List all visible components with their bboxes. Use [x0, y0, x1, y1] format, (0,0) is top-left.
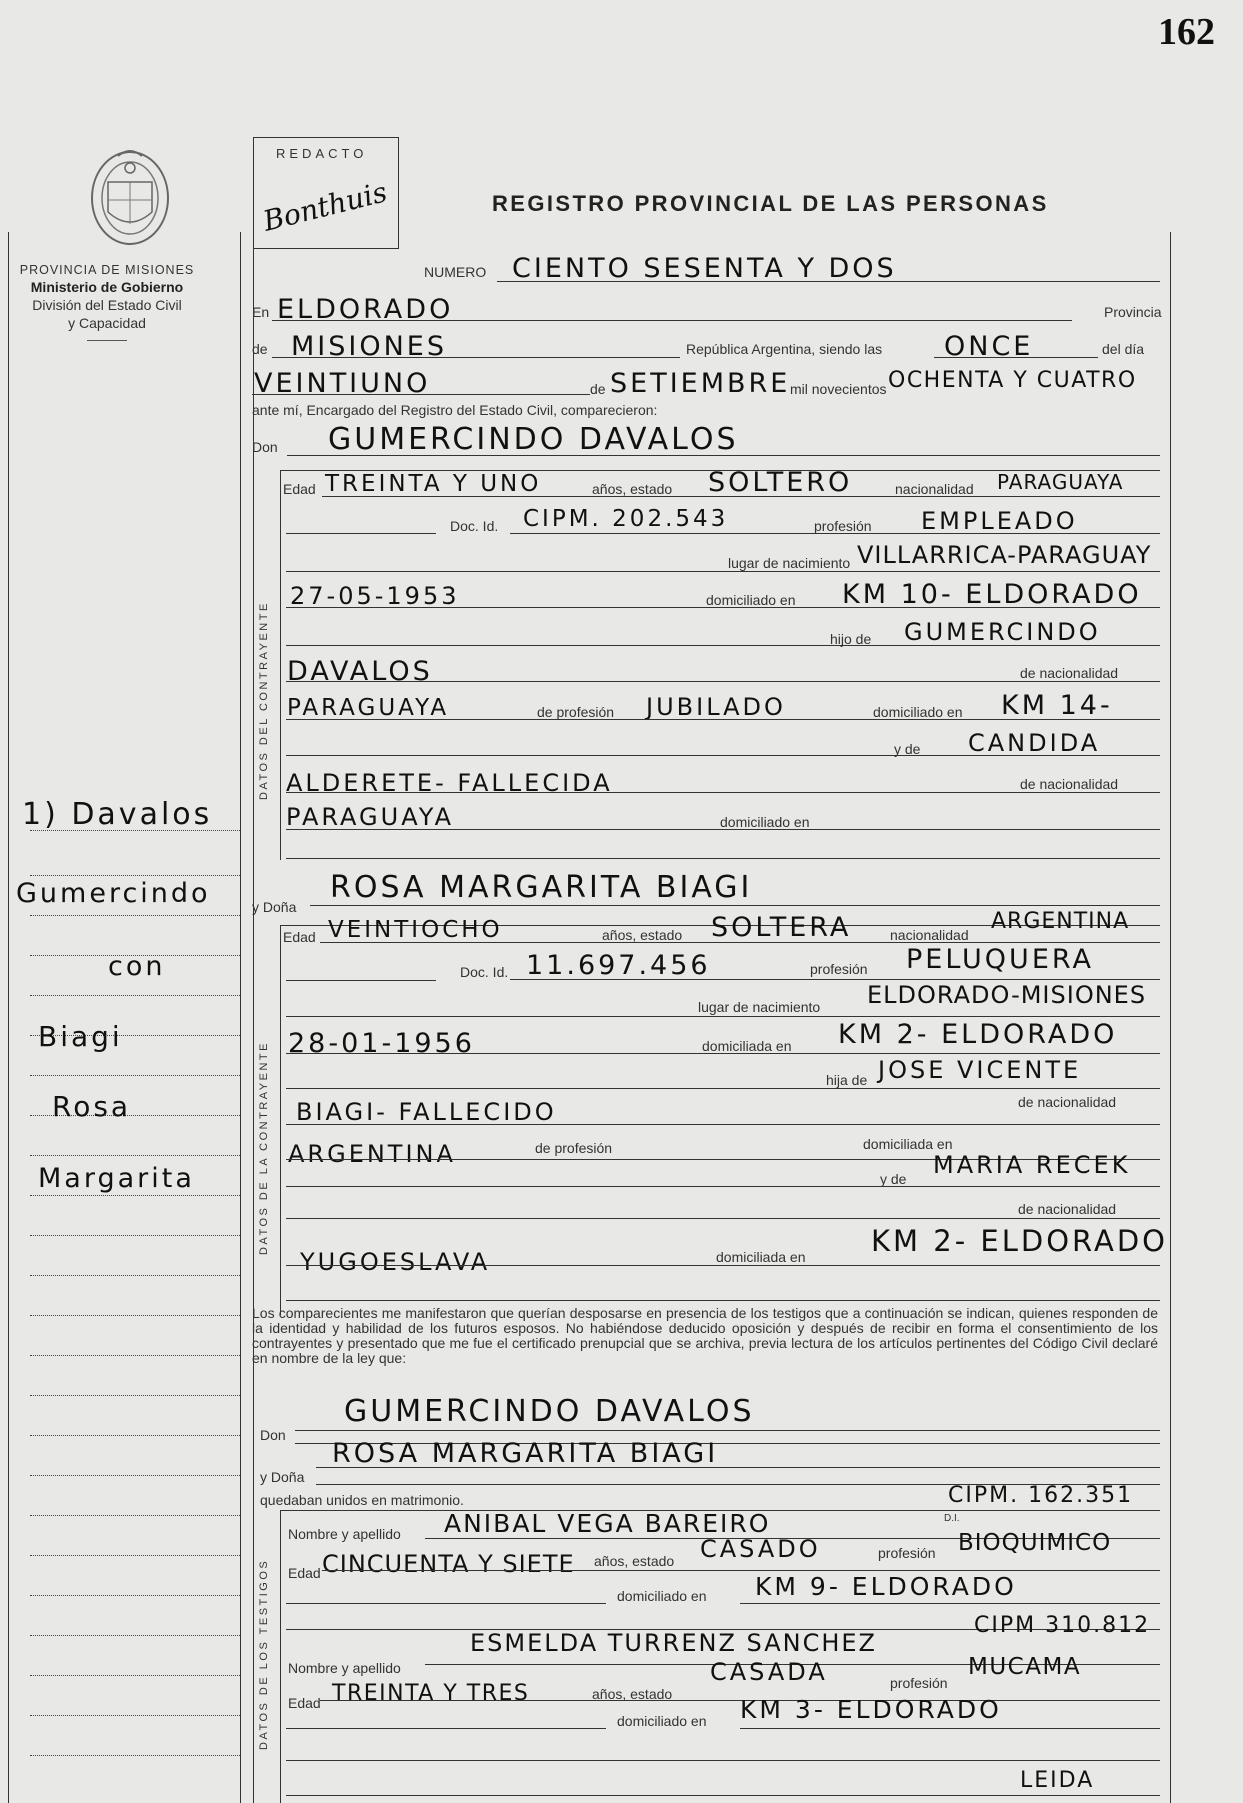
c1-lugar-label: lugar de nacimiento [728, 555, 851, 571]
decl-dona-value: ROSA MARGARITA BIAGI [332, 1438, 719, 1469]
declaration-paragraph: Los comparecientes me manifestaron que querían desposarse en presencia de los testigos que a continuación se indican, quienes responden de la identidad y habilidad de los futuros esposos. No habiéndose deducido oposición y después de recibir en forma el consentimiento de los contrayentes y presentado que me fue el certificado prenupcial que se archiva, previa lectura de los artículos pertinentes del Código Civil declaré en nombre de la ley que: [252, 1305, 1158, 1366]
c2-de-prof-label: de profesión [535, 1140, 613, 1156]
c1-hijo-label: hijo de [830, 631, 872, 647]
republica-label: República Argentina, siendo las [686, 341, 883, 357]
t1-domic: KM 9- ELDORADO [755, 1572, 1017, 1601]
c1-domicilio: KM 10- ELDORADO [842, 579, 1142, 610]
c1-domic-label: domiciliado en [706, 592, 796, 608]
document-title: REGISTRO PROVINCIAL DE LAS PERSONAS [492, 191, 1049, 216]
c1-lugar: VILLARRICA-PARAGUAY [857, 541, 1152, 569]
t2-anos-label: años, estado [592, 1686, 673, 1702]
ante-text: ante mí, Encargado del Registro del Estado Civil, comparecieron: [252, 402, 658, 418]
c2-edad: VEINTIOCHO [328, 917, 503, 943]
division-name-2: y Capacidad [68, 315, 146, 331]
c2-fecha: 28-01-1956 [288, 1028, 475, 1059]
c1-anos-label: años, estado [592, 481, 673, 497]
c1-doc-label: Doc. Id. [450, 518, 499, 534]
c1-doc: CIPM. 202.543 [523, 506, 729, 532]
t2-edad: TREINTA Y TRES [332, 1681, 530, 1706]
c2-lugar-label: lugar de nacimiento [698, 999, 821, 1015]
c2-y-dona-label: y Doña [252, 899, 297, 915]
del-dia-label: del día [1102, 341, 1145, 357]
t1-prof-label: profesión [878, 1545, 936, 1561]
t1-anos-label: años, estado [594, 1553, 675, 1569]
c2-doc-label: Doc. Id. [460, 964, 509, 980]
t1-nombre: ANIBAL VEGA BAREIRO [444, 1509, 771, 1538]
de-label: de [252, 341, 268, 357]
c1-estado: SOLTERO [708, 467, 853, 498]
c2-y-de-label: y de [880, 1171, 907, 1187]
c1-madre-nac: PARAGUAYA [286, 803, 454, 831]
t1-di-label: D.I. [944, 1513, 960, 1524]
en-value: ELDORADO [277, 294, 454, 325]
coat-of-arms-emblem [78, 142, 182, 252]
c2-domicilio: KM 2- ELDORADO [838, 1019, 1118, 1050]
c2-prof-label: profesión [810, 961, 868, 977]
c2-madre-nac: YUGOESLAVA [300, 1248, 491, 1276]
mil-label: mil novecientos [790, 381, 887, 397]
t2-prof-label: profesión [890, 1675, 948, 1691]
ministry-name: Ministerio de Gobierno [30, 279, 184, 295]
c1-edad-label: Edad [283, 481, 316, 497]
redacto-signature: Bonthuis [259, 175, 391, 238]
t2-edad-label: Edad [288, 1695, 321, 1711]
t1-edad-label: Edad [288, 1565, 321, 1581]
t1-estado: CASADO [700, 1535, 821, 1563]
t1-edad: CINCUENTA Y SIETE [322, 1550, 575, 1578]
don-label: Don [252, 439, 278, 455]
c2-profesion: PELUQUERA [906, 944, 1095, 975]
c2-madre-domic-label: domiciliada en [716, 1249, 806, 1265]
margin-entry-line: Margarita [38, 1163, 195, 1194]
redacto-label: REDACTO [276, 146, 368, 161]
c2-padre-nac: ARGENTINA [288, 1140, 456, 1168]
don-value: GUMERCINDO DAVALOS [328, 422, 739, 457]
margin-entry-line: 1) Davalos [22, 797, 213, 832]
c1-edad: TREINTA Y UNO [325, 471, 542, 497]
margin-entry-line: Gumercindo [16, 878, 211, 909]
t2-nombre-label: Nombre y apellido [288, 1660, 401, 1676]
c2-padre-domic-label: domiciliada en [863, 1136, 953, 1152]
section-label-testigos: DATOS DE LOS TESTIGOS [258, 1558, 270, 1750]
t2-estado: CASADA [710, 1658, 828, 1686]
province-header [0, 262, 214, 341]
t2-doc: CIPM 310.812 [974, 1613, 1151, 1638]
c1-padre-1: GUMERCINDO [904, 618, 1101, 646]
section-label-contrayente: DATOS DEL CONTRAYENTE [258, 601, 270, 800]
c2-edad-label: Edad [283, 929, 316, 945]
t1-prof: BIOQUIMICO [958, 1530, 1112, 1556]
c1-madre-nac-label: de nacionalidad [1020, 776, 1119, 792]
numero-value: CIENTO SESENTA Y DOS [512, 253, 897, 284]
c2-lugar: ELDORADO-MISIONES [867, 981, 1147, 1009]
de-value: MISIONES [291, 331, 448, 362]
c1-de-nac-label: de nacionalidad [1020, 665, 1119, 681]
c1-padre-domic: KM 14- [1001, 690, 1113, 721]
province-name: PROVINCIA DE MISIONES [19, 263, 195, 277]
c1-padre-nac: PARAGUAYA [287, 695, 450, 721]
c1-padre-domic-label: domiciliado en [873, 704, 963, 720]
unidos-text: quedaban unidos en matrimonio. [260, 1492, 464, 1508]
decl-don-label: Don [260, 1427, 286, 1443]
c2-doc: 11.697.456 [526, 950, 711, 981]
leida-note: LEIDA [1020, 1768, 1095, 1793]
mes-value: SETIEMBRE [610, 368, 791, 399]
c1-de-prof-label: de profesión [537, 704, 615, 720]
c1-fecha: 27-05-1953 [290, 582, 460, 610]
page-number: 162 [1158, 11, 1215, 53]
t1-nombre-label: Nombre y apellido [288, 1526, 401, 1542]
c2-de-nac-label: de nacionalidad [1018, 1094, 1117, 1110]
c1-prof-label: profesión [814, 518, 872, 534]
dia-value: VEINTIUNO [254, 368, 431, 399]
c2-madre-1: MARIA RECEK [933, 1151, 1131, 1179]
division-name: División del Estado Civil [32, 297, 182, 313]
provincia-label: Provincia [1104, 304, 1162, 320]
c2-nacionalidad: ARGENTINA [991, 909, 1130, 934]
decl-dona-label: y Doña [260, 1469, 305, 1485]
c2-estado: SOLTERA [711, 912, 852, 943]
t2-prof: MUCAMA [968, 1654, 1082, 1680]
c2-anos-label: años, estado [602, 927, 683, 943]
c1-padre-2: DAVALOS [287, 656, 433, 687]
margin-entry-line: Rosa [52, 1090, 132, 1123]
c2-nac-label: nacionalidad [890, 927, 969, 943]
c2-madre-nac-label: de nacionalidad [1018, 1201, 1117, 1217]
c2-nombre: ROSA MARGARITA BIAGI [330, 870, 753, 905]
redacto-box [253, 137, 399, 249]
c1-nacionalidad: PARAGUAYA [997, 470, 1124, 494]
margin-entry-line: con [108, 951, 166, 982]
anio-value: OCHENTA Y CUATRO [888, 368, 1137, 393]
t2-nombre: ESMELDA TURRENZ SANCHEZ [470, 1629, 877, 1657]
t1-domic-label: domiciliado en [617, 1588, 707, 1604]
en-label: En [252, 304, 270, 320]
c1-madre-domic-label: domiciliado en [720, 814, 810, 830]
c2-padre-1: JOSE VICENTE [878, 1056, 1082, 1084]
c1-padre-prof: JUBILADO [646, 693, 786, 721]
margin-entry-line: Biagi [38, 1020, 123, 1053]
t2-domic: KM 3- ELDORADO [740, 1695, 1002, 1724]
c2-padre-2: BIAGI- FALLECIDO [296, 1098, 557, 1126]
c2-domic-label: domiciliada en [702, 1038, 792, 1054]
c2-madre-domic: KM 2- ELDORADO [871, 1224, 1168, 1258]
mes-prefix: de [590, 381, 606, 397]
c1-y-de-label: y de [894, 741, 921, 757]
c1-nac-label: nacionalidad [895, 481, 974, 497]
numero-label: NUMERO [424, 264, 487, 280]
c1-profesion: EMPLEADO [921, 507, 1078, 535]
c1-madre-2: ALDERETE- FALLECIDA [286, 769, 613, 797]
hora-value: ONCE [944, 331, 1034, 362]
t2-domic-label: domiciliado en [617, 1713, 707, 1729]
c1-madre-1: CANDIDA [968, 729, 1101, 757]
decl-don-value: GUMERCINDO DAVALOS [344, 1394, 755, 1429]
section-label-contrayente-f: DATOS DE LA CONTRAYENTE [258, 1041, 270, 1255]
t1-doc: CIPM. 162.351 [948, 1483, 1134, 1508]
c2-hija-label: hija de [826, 1072, 868, 1088]
